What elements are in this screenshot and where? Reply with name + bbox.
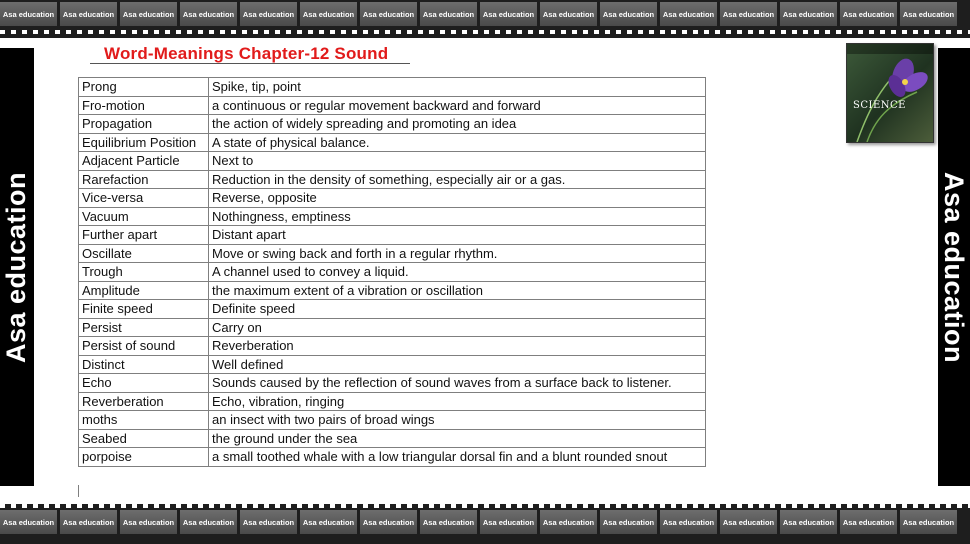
table-row xyxy=(79,337,706,356)
word-cell: Trough xyxy=(79,263,209,282)
meaning-cell: Next to xyxy=(209,152,706,171)
word-cell: Rarefaction xyxy=(79,170,209,189)
table-border-tail xyxy=(78,485,79,497)
meaning-cell: an insect with two pairs of broad wings xyxy=(209,411,706,430)
meaning-cell: Move or swing back and forth in a regular rhythm. xyxy=(209,244,706,263)
word-cell: Prong xyxy=(79,78,209,97)
watermark-frame: Asa education xyxy=(300,2,357,26)
watermark-frame: Asa education xyxy=(60,510,117,534)
meaning-cell: Sounds caused by the reflection of sound waves from a surface back to listener. xyxy=(209,374,706,393)
watermark-frame: Asa education xyxy=(840,510,897,534)
meaning-cell: Carry on xyxy=(209,318,706,337)
watermark-frame: Asa education xyxy=(780,2,837,26)
word-cell: Persist xyxy=(79,318,209,337)
table-row xyxy=(79,411,706,430)
watermark-frame: Asa education xyxy=(540,510,597,534)
word-cell: Fro-motion xyxy=(79,96,209,115)
watermark-frame: Asa education xyxy=(240,2,297,26)
word-cell: Echo xyxy=(79,374,209,393)
film-perforations xyxy=(0,30,970,34)
right-watermark-banner xyxy=(938,48,970,486)
word-cell: Vacuum xyxy=(79,207,209,226)
watermark-frame: Asa education xyxy=(60,2,117,26)
word-cell: Vice-versa xyxy=(79,189,209,208)
meaning-cell: Definite speed xyxy=(209,300,706,319)
table-row xyxy=(79,318,706,337)
page-title: Word-Meanings Chapter-12 Sound xyxy=(104,44,389,63)
watermark-frame: Asa education xyxy=(600,2,657,26)
meaning-cell: Nothingness, emptiness xyxy=(209,207,706,226)
watermark-frame: Asa education xyxy=(360,510,417,534)
table-row xyxy=(79,78,706,97)
meaning-cell: the ground under the sea xyxy=(209,429,706,448)
word-cell: Further apart xyxy=(79,226,209,245)
left-watermark-banner xyxy=(0,48,34,486)
watermark-frame: Asa education xyxy=(180,510,237,534)
watermark-frame: Asa education xyxy=(720,2,777,26)
meaning-cell: Reduction in the density of something, especially air or a gas. xyxy=(209,170,706,189)
top-film-strip xyxy=(0,0,970,38)
watermark-frame: Asa education xyxy=(900,510,957,534)
left-watermark-text: Asa education xyxy=(1,171,32,363)
watermark-frame: Asa education xyxy=(660,510,717,534)
watermark-frame: Asa education xyxy=(0,510,57,534)
watermark-frame: Asa education xyxy=(360,2,417,26)
meaning-cell: the maximum extent of a vibration or oscillation xyxy=(209,281,706,300)
meaning-cell: Spike, tip, point xyxy=(209,78,706,97)
watermark-frame: Asa education xyxy=(900,2,957,26)
table-row xyxy=(79,355,706,374)
meaning-cell: A channel used to convey a liquid. xyxy=(209,263,706,282)
table-row xyxy=(79,244,706,263)
table-row xyxy=(79,170,706,189)
meaning-cell: Reverse, opposite xyxy=(209,189,706,208)
word-cell: Finite speed xyxy=(79,300,209,319)
meaning-cell: A state of physical balance. xyxy=(209,133,706,152)
watermark-frame: Asa education xyxy=(540,2,597,26)
watermark-frame: Asa education xyxy=(720,510,777,534)
book-cover-title: SCIENCE xyxy=(853,100,906,111)
top-watermark-row xyxy=(0,2,970,26)
meaning-cell: Well defined xyxy=(209,355,706,374)
watermark-frame: Asa education xyxy=(840,2,897,26)
word-cell: Adjacent Particle xyxy=(79,152,209,171)
watermark-frame: Asa education xyxy=(780,510,837,534)
bottom-film-strip xyxy=(0,504,970,544)
word-cell: Seabed xyxy=(79,429,209,448)
watermark-frame: Asa education xyxy=(180,2,237,26)
meaning-cell: Distant apart xyxy=(209,226,706,245)
film-perforations xyxy=(0,504,970,508)
watermark-frame: Asa education xyxy=(0,2,57,26)
word-cell: Equilibrium Position xyxy=(79,133,209,152)
meaning-cell: the action of widely spreading and promoting an idea xyxy=(209,115,706,134)
table-row xyxy=(79,115,706,134)
word-cell: Persist of sound xyxy=(79,337,209,356)
word-cell: Oscillate xyxy=(79,244,209,263)
watermark-frame: Asa education xyxy=(420,2,477,26)
word-cell: Reverberation xyxy=(79,392,209,411)
watermark-frame: Asa education xyxy=(120,510,177,534)
right-watermark-text: Asa education xyxy=(939,171,970,363)
word-cell: Propagation xyxy=(79,115,209,134)
watermark-frame: Asa education xyxy=(120,2,177,26)
table-row xyxy=(79,392,706,411)
meaning-cell: a continuous or regular movement backward and forward xyxy=(209,96,706,115)
table-row xyxy=(79,448,706,467)
watermark-frame: Asa education xyxy=(240,510,297,534)
table-row xyxy=(79,207,706,226)
bottom-watermark-row xyxy=(0,510,970,534)
word-cell: porpoise xyxy=(79,448,209,467)
word-meanings-table xyxy=(78,77,706,467)
table-row xyxy=(79,189,706,208)
watermark-frame: Asa education xyxy=(480,510,537,534)
table-row xyxy=(79,152,706,171)
word-cell: Amplitude xyxy=(79,281,209,300)
table-row xyxy=(79,429,706,448)
table-row xyxy=(79,374,706,393)
table-row xyxy=(79,133,706,152)
meaning-cell: Reverberation xyxy=(209,337,706,356)
meaning-cell: a small toothed whale with a low triangular dorsal fin and a blunt rounded snout xyxy=(209,448,706,467)
watermark-frame: Asa education xyxy=(300,510,357,534)
watermark-frame: Asa education xyxy=(480,2,537,26)
table-row xyxy=(79,281,706,300)
table-row xyxy=(79,226,706,245)
science-book-cover-image xyxy=(846,43,934,143)
watermark-frame: Asa education xyxy=(660,2,717,26)
table-row xyxy=(79,300,706,319)
word-cell: Distinct xyxy=(79,355,209,374)
flower-illustration xyxy=(847,44,933,142)
table-row xyxy=(79,96,706,115)
watermark-frame: Asa education xyxy=(420,510,477,534)
meaning-cell: Echo, vibration, ringing xyxy=(209,392,706,411)
table-row xyxy=(79,263,706,282)
title-underline xyxy=(90,63,410,64)
word-cell: moths xyxy=(79,411,209,430)
watermark-frame: Asa education xyxy=(600,510,657,534)
